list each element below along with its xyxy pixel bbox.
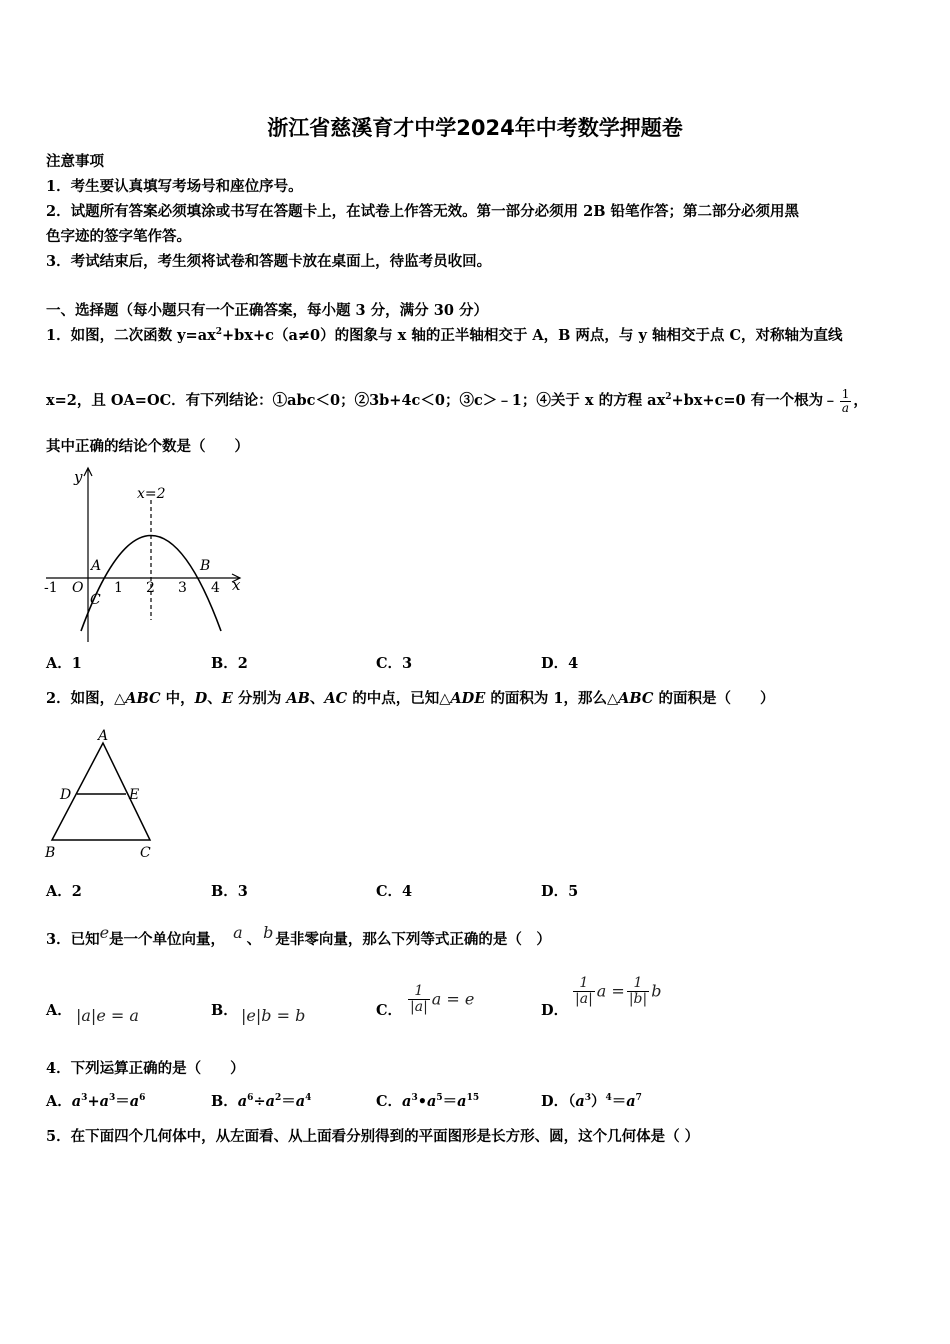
tick-label: 3 — [178, 580, 187, 596]
option-a-formula: |a|e = a — [76, 1006, 139, 1025]
notice-item: 1．考生要认真填写考场号和座位序号。 — [46, 178, 303, 195]
option-a[interactable]: A．$a^3+a^3=a^6$ — [46, 1093, 146, 1110]
notice-heading: 注意事项 — [46, 153, 104, 170]
question-2-stem: 2．如图，△ABC 中，D、E 分别为 AB、AC 的中点，已知△ADE 的面积为 1，那么△ABC 的面积是（ ） — [46, 690, 775, 707]
option-b[interactable]: B． — [211, 1002, 238, 1019]
tick-label: 4 — [211, 580, 220, 596]
point-e-label: E — [129, 787, 140, 803]
option-a[interactable]: A． — [46, 1002, 72, 1019]
question-1-line-1: 1．如图，二次函数 $y=ax^2+bx+c(a\ne 0)$的图象与 x 轴的正半轴相交于 A，B 两点，与 y 轴相交于点 C，对称轴为直线 — [46, 327, 843, 344]
triangle-figure — [40, 726, 165, 864]
option-a[interactable]: A．1 — [46, 655, 82, 672]
question-1-line-3: 其中正确的结论个数是（ ） — [46, 438, 249, 455]
tick-label: 1 — [114, 580, 123, 596]
vertex-b-label: B — [45, 845, 56, 861]
x-axis-label: x — [232, 576, 241, 594]
notice-item: 3．考试结束后，考生须将试卷和答题卡放在桌面上，待监考员收回。 — [46, 253, 492, 270]
fraction: $\frac{1}{a}$ — [841, 387, 850, 415]
option-d[interactable]: D．$(a^3)^4=a^7$ — [541, 1093, 642, 1110]
option-a[interactable]: A．2 — [46, 883, 82, 900]
option-c[interactable]: C．3 — [376, 655, 413, 672]
point-a-label: A — [91, 558, 102, 574]
notice-item: 2．试题所有答案必须填涂或书写在答题卡上，在试卷上作答无效。第一部分必须用 2B 铅笔作答；第二部分必须用黑 — [46, 203, 800, 220]
option-d[interactable]: D．5 — [541, 883, 579, 900]
tick-label: -1 — [44, 580, 58, 596]
point-c-label: C — [90, 592, 101, 608]
option-b[interactable]: B．3 — [211, 883, 248, 900]
symmetry-axis-label: x=2 — [137, 486, 166, 502]
page-title: 浙江省慈溪育才中学2024年中考数学押题卷 — [267, 116, 683, 140]
option-c[interactable]: C． — [376, 1002, 403, 1019]
section-heading: 一、选择题（每小题只有一个正确答案，每小题 3 分，满分 30 分） — [46, 302, 488, 319]
notice-item: 色字迹的签字笔作答。 — [46, 228, 191, 245]
option-c[interactable]: C．$a^3•a^5=a^{15}$ — [376, 1093, 480, 1110]
option-b-formula: |e|b = b — [241, 1006, 306, 1025]
option-b[interactable]: B．$a^6\div a^2=a^4$ — [211, 1093, 312, 1110]
option-d-formula: $\frac{1}{|a|}$ a = $\frac{1}{|b|}$ b — [575, 975, 662, 1007]
point-b-label: B — [200, 558, 211, 574]
option-b[interactable]: B．2 — [211, 655, 248, 672]
question-4-stem: 4．下列运算正确的是（ ） — [46, 1060, 245, 1077]
vertex-c-label: C — [140, 845, 151, 861]
origin-label: O — [72, 580, 84, 596]
parabola-graph — [40, 462, 250, 647]
option-c-formula: $\frac{1}{|a|}$ a = e — [410, 983, 475, 1015]
question-3-stem: 3．已知e是一个单位向量， a 、 b 是非零向量，那么下列等式正确的是（ ） — [46, 923, 551, 948]
option-c[interactable]: C．4 — [376, 883, 413, 900]
question-5-stem: 5．在下面四个几何体中，从左面看、从上面看分别得到的平面图形是长方形、圆，这个几何体是（ ） — [46, 1128, 700, 1145]
option-d[interactable]: D．4 — [541, 655, 579, 672]
point-d-label: D — [60, 787, 72, 803]
tick-label: 2 — [146, 580, 155, 596]
question-1-line-2: x=2，且 OA=OC．有下列结论：①abc＜0；②3b+4c＜0；③c＞﹣1；④关于 x 的方程 $ax^2+bx+c=0$ 有一个根为﹣ $\frac{1}{a}$ ， — [46, 387, 868, 415]
y-axis-label: y — [74, 468, 83, 486]
vertex-a-label: A — [98, 728, 109, 744]
option-d[interactable]: D． — [541, 1002, 569, 1019]
